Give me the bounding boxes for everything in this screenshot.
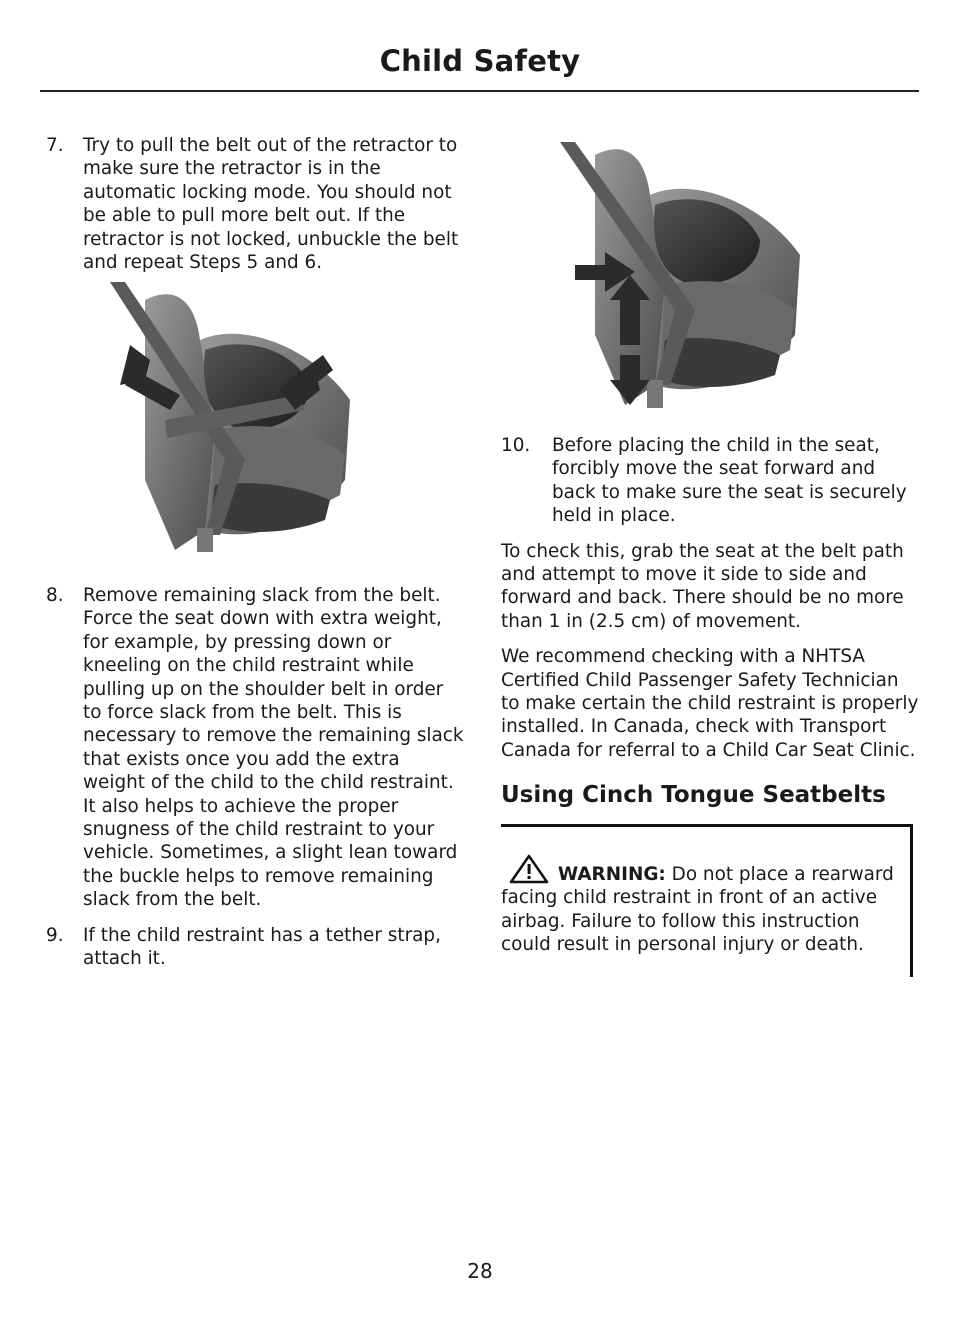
step-text: Try to pull the belt out of the retractor to make sure the retractor is in the automatic locking mode. You should not be able to pull more belt out. If the retractor is not locked, unbuckle the belt and repeat Steps 5 and 6. — [83, 135, 459, 274]
child-seat-movement-check-illustration — [555, 140, 815, 415]
child-seat-tighten-illustration — [105, 280, 365, 555]
step-number: 10. — [501, 435, 531, 456]
step-text: Remove remaining slack from the belt. Force the seat down with extra weight, for example, by pressing down or kneeling on the child restraint while pulling up on the shoulder belt in order to force slack from the belt. This is necessary to remove the remaining slack that exists once you add the extra weight of the child to the child restraint. It also helps to achieve the proper snugness of the child restraint to your vehicle. Sometimes, a slight lean toward the buckle helps to remove remaining slack from the belt. — [83, 585, 464, 911]
step-number: 7. — [46, 135, 64, 156]
recommend-paragraph: We recommend checking with a NHTSA Certified Child Passenger Safety Technician to make certain the child restraint is properly installed. In Canada, check with Transport Canada for referral to a Child Car Seat Clinic. — [501, 646, 919, 761]
left-column — [46, 134, 464, 274]
step-number: 8. — [46, 585, 64, 606]
right-column — [501, 434, 919, 762]
page-number: 28 — [467, 1259, 493, 1283]
step-number: 9. — [46, 924, 64, 946]
step-text: If the child restraint has a tether strap, attach it. — [83, 924, 441, 970]
page-title: Child Safety — [379, 44, 581, 78]
section-heading: Using Cinch Tongue Seatbelts — [501, 782, 886, 808]
step-10 — [501, 434, 919, 528]
check-paragraph: To check this, grab the seat at the belt path and attempt to move it side to side and forward and back. There should be no more than 1 in (2.5 cm) of movement. — [501, 540, 904, 632]
warning-label: WARNING: — [557, 864, 666, 885]
warning-content — [501, 854, 906, 957]
left-column-lower — [46, 584, 464, 971]
step-text: Before placing the child in the seat, forcibly move the seat forward and back to make sure the seat is securely held in place. — [552, 435, 907, 527]
warning-triangle-icon — [507, 854, 552, 884]
warning-box — [501, 824, 913, 977]
step-7 — [46, 134, 464, 274]
step-9 — [46, 924, 464, 971]
step-8 — [46, 584, 464, 912]
warning-text: Do not place a rearward facing child restraint in front of an active airbag. Failure to follow this instruction could result in personal injury or death. — [501, 864, 894, 956]
header-divider — [40, 90, 919, 92]
